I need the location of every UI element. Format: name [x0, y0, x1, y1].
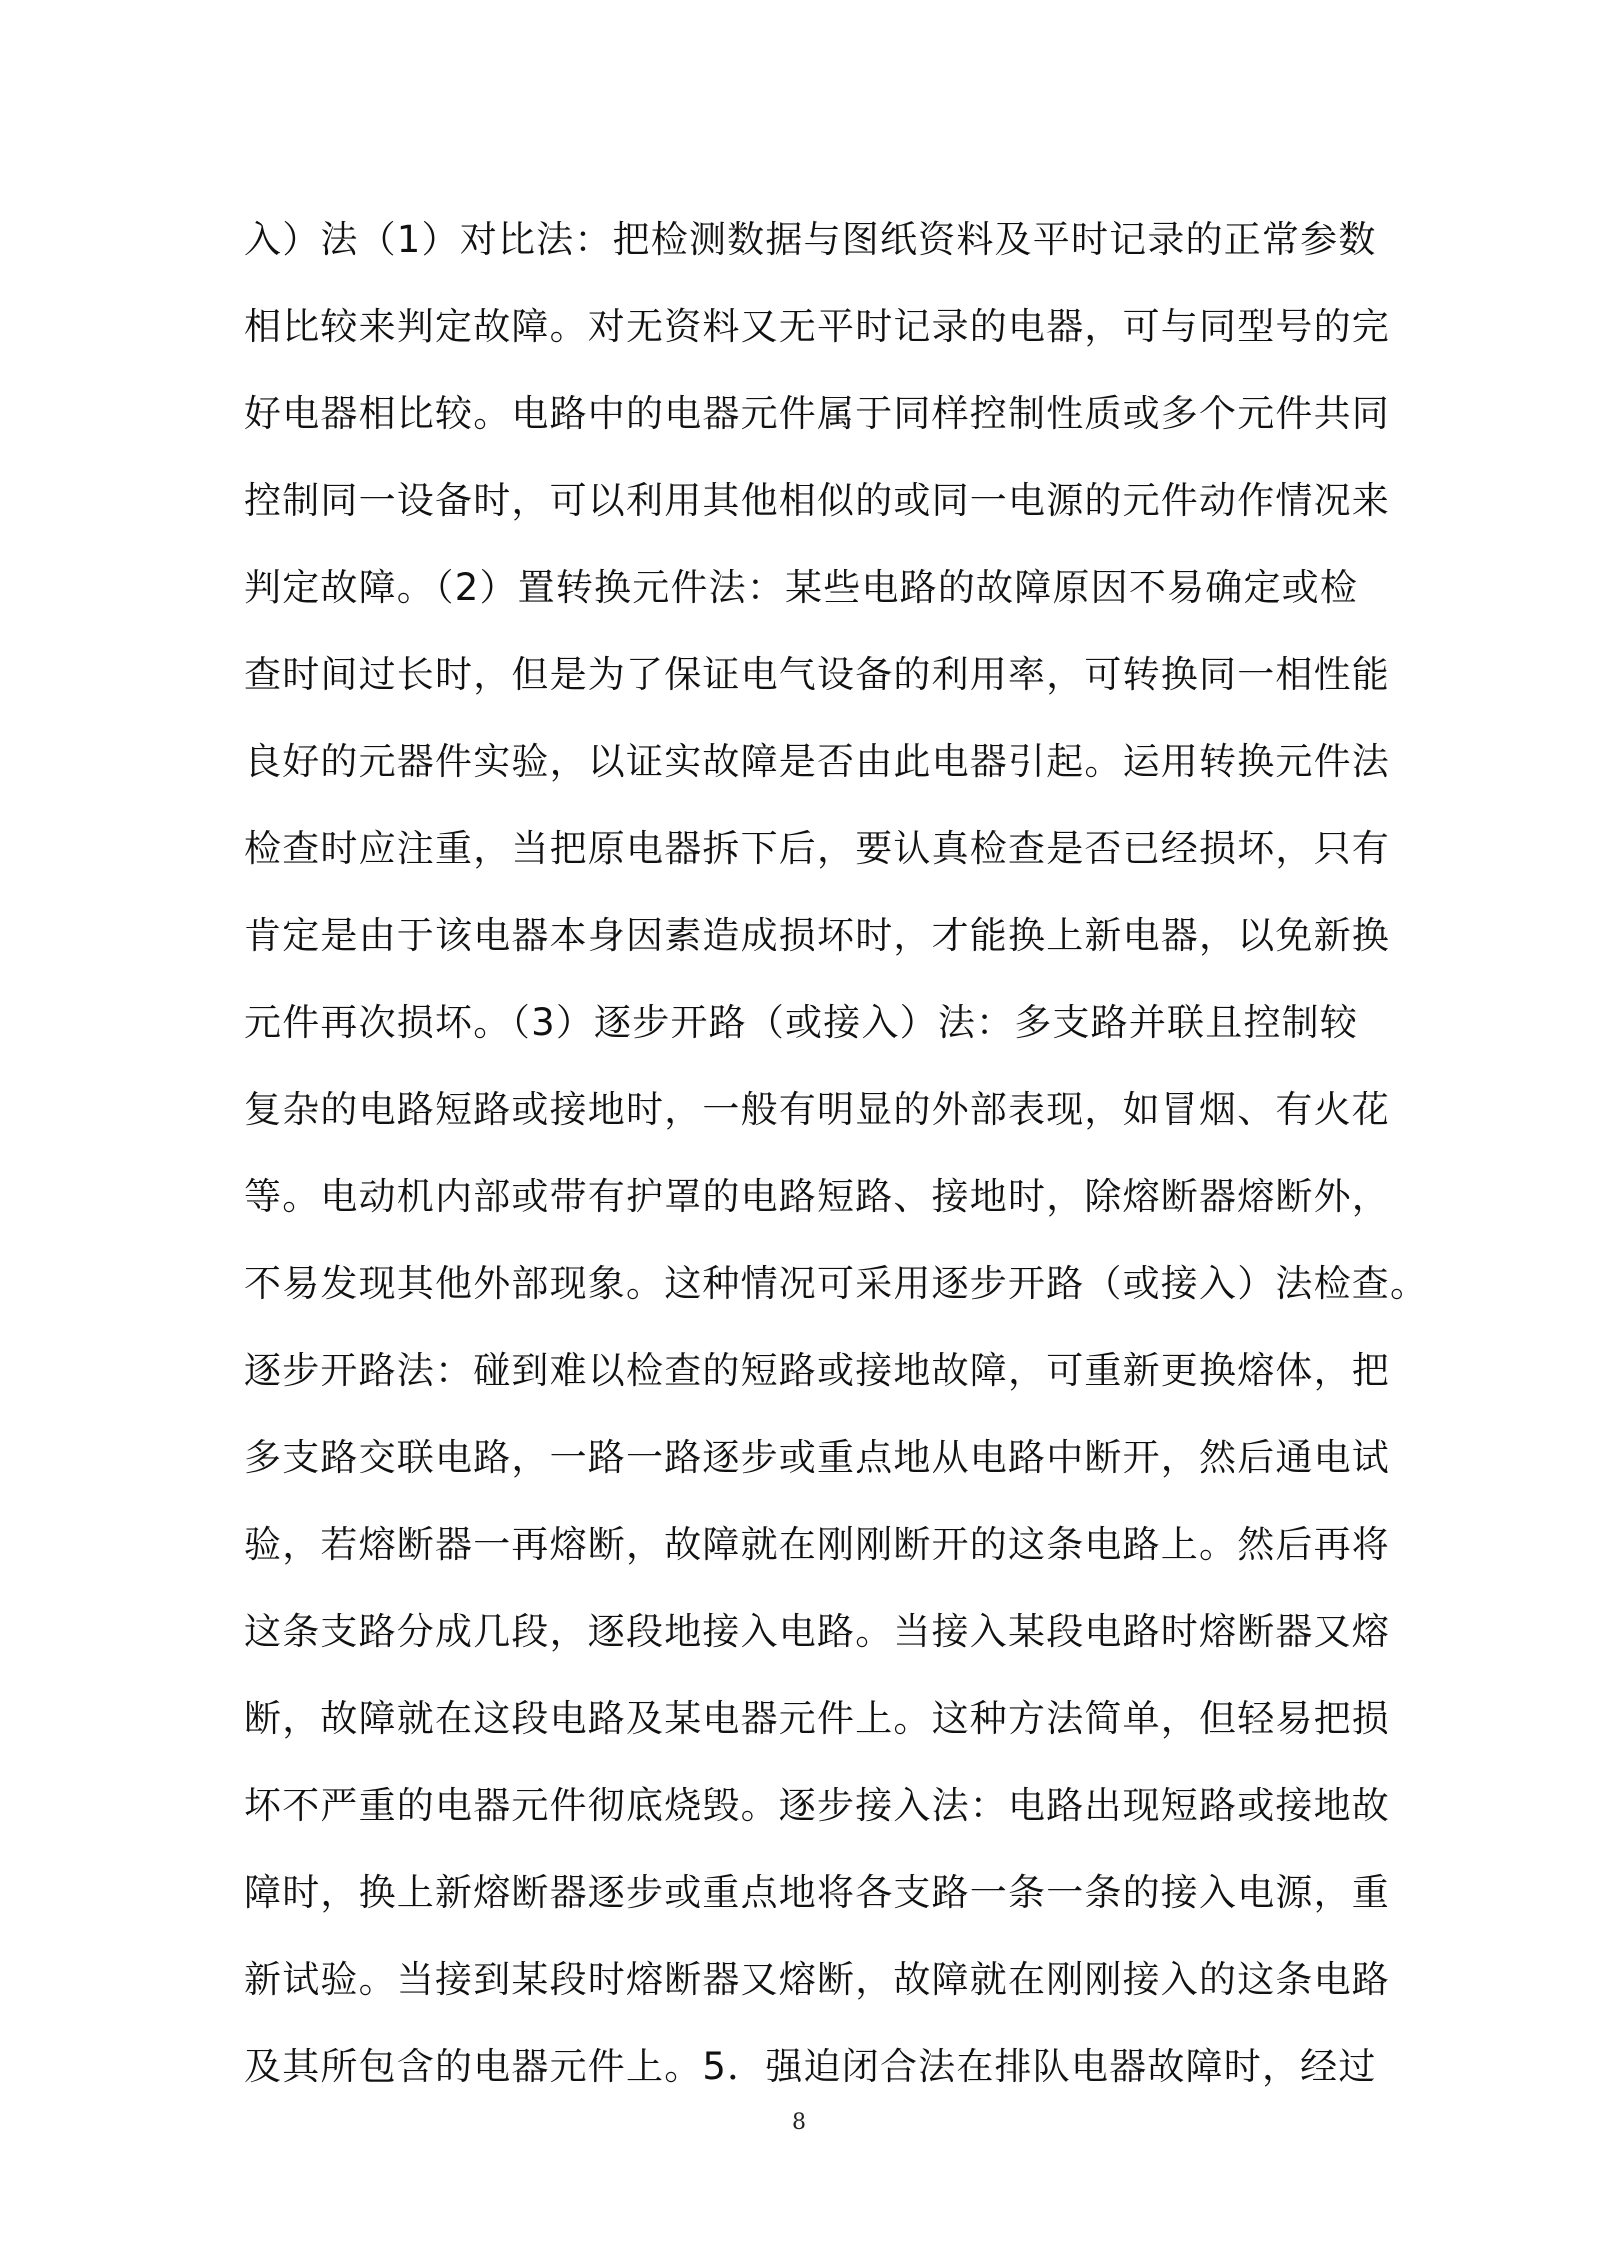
text-line: 复杂的电路短路或接地时，一般有明显的外部表现，如冒烟、有火花: [244, 1088, 1390, 1131]
text-line: 判定故障。（2）置转换元件法：某些电路的故障原因不易确定或检: [244, 566, 1359, 609]
text-line: 多支路交联电路，一路一路逐步或重点地从电路中断开，然后通电试: [244, 1436, 1390, 1479]
text-line: 元件再次损坏。（3）逐步开路（或接入）法：多支路并联且控制较: [244, 1001, 1359, 1044]
text-line: 相比较来判定故障。对无资料又无平时记录的电器，可与同型号的完: [244, 305, 1390, 348]
text-line: 肯定是由于该电器本身因素造成损坏时，才能换上新电器，以免新换: [244, 914, 1390, 957]
text-line: 入）法（1）对比法：把检测数据与图纸资料及平时记录的正常参数: [244, 218, 1377, 261]
text-line: 好电器相比较。电路中的电器元件属于同样控制性质或多个元件共同: [244, 392, 1390, 435]
text-line: 逐步开路法：碰到难以检查的短路或接地故障，可重新更换熔体，把: [244, 1349, 1390, 1392]
text-line: 障时，换上新熔断器逐步或重点地将各支路一条一条的接入电源，重: [244, 1871, 1390, 1914]
text-line: 良好的元器件实验，以证实故障是否由此电器引起。运用转换元件法: [244, 740, 1390, 783]
text-line: 查时间过长时，但是为了保证电气设备的利用率，可转换同一相性能: [244, 653, 1390, 696]
text-line: 新试验。当接到某段时熔断器又熔断，故障就在刚刚接入的这条电路: [244, 1958, 1390, 2001]
text-line: 坏不严重的电器元件彻底烧毁。逐步接入法：电路出现短路或接地故: [244, 1784, 1390, 1827]
text-line: 不易发现其他外部现象。这种情况可采用逐步开路（或接入）法检查。: [244, 1262, 1429, 1305]
text-line: 检查时应注重，当把原电器拆下后，要认真检查是否已经损坏，只有: [244, 827, 1390, 870]
text-line: 验，若熔断器一再熔断，故障就在刚刚断开的这条电路上。然后再将: [244, 1523, 1390, 1566]
text-line: 等。电动机内部或带有护罩的电路短路、接地时，除熔断器熔断外，: [244, 1175, 1390, 1218]
page-number: 8: [792, 2110, 806, 2135]
text-line: 这条支路分成几段，逐段地接入电路。当接入某段电路时熔断器又熔: [244, 1610, 1390, 1653]
text-line: 控制同一设备时，可以利用其他相似的或同一电源的元件动作情况来: [244, 479, 1390, 522]
text-line: 断，故障就在这段电路及某电器元件上。这种方法简单，但轻易把损: [244, 1697, 1390, 1740]
body-text: [244, 205, 1429, 2119]
text-line: 及其所包含的电器元件上。5．强迫闭合法在排队电器故障时，经过: [244, 2045, 1377, 2088]
